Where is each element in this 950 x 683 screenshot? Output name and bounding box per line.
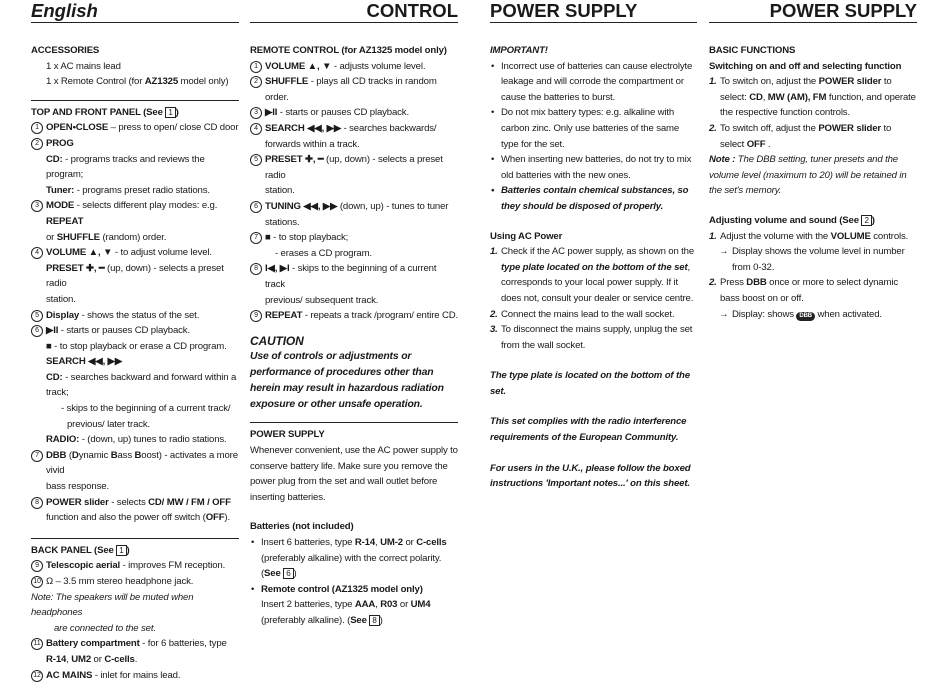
header-power-supply-2: POWER SUPPLY [709, 0, 917, 23]
note: are connected to the set. [54, 622, 156, 634]
batteries-section [250, 519, 458, 628]
list-item: 2. Connect the mains lead to the wall socket. [490, 308, 675, 320]
list-item: 2. To switch off, adjust the POWER slider to select OFF . [709, 122, 892, 150]
list-item: 1. To switch on, adjust the POWER slider to select: CD, MW (AM), FM function, and operate the respective function controls. [709, 76, 916, 119]
list-item: 2 PROG [31, 136, 239, 152]
list-subitem: station. [46, 293, 76, 305]
caution-title: CAUTION [250, 333, 304, 348]
accessories-title: ACCESSORIES [31, 45, 100, 56]
list-item: 10 Ω – 3.5 mm stereo headphone jack. [31, 574, 239, 590]
top-front-title: TOP AND FRONT PANEL (See 1 ) [31, 106, 179, 118]
list-subitem: RADIO: - (down, up) tunes to radio stations. [46, 434, 227, 446]
list-item: 2 SHUFFLE - plays all CD tracks in random order. [250, 74, 458, 105]
header-english: English [31, 0, 239, 23]
list-item: • Incorrect use of batteries can cause electrolyte leakage and will corrode the compartment or cause the batteries to burst. [490, 59, 697, 106]
list-subitem: CD: - programs tracks and reviews the program; [46, 153, 205, 181]
ac-power-section [490, 229, 697, 354]
back-panel-title: BACK PANEL (See 1 ) [31, 544, 130, 556]
power-supply-section [250, 422, 458, 505]
compliance-note: This set complies with the radio interference requirements of the European Community. [490, 416, 687, 444]
accessory-ac-lead: 1 x AC mains lead [46, 60, 121, 72]
list-item: 1 VOLUME ▲, ▼ - adjusts volume level. [250, 59, 458, 75]
column-2 [250, 0, 458, 629]
list-subitem: previous/ subsequent track. [265, 294, 379, 306]
top-front-panel-section [31, 100, 239, 526]
column-4 [709, 0, 917, 322]
header-power-supply: POWER SUPPLY [490, 0, 697, 23]
remote-title: REMOTE CONTROL (for AZ1325 model only) [250, 45, 447, 56]
basic-functions-title: BASIC FUNCTIONS [709, 45, 796, 56]
list-item: • When inserting new batteries, do not try to mix old batteries with the new ones. [490, 152, 697, 183]
list-subitem: - skips to the beginning of a current track/ [61, 403, 231, 415]
type-plate-note: The type plate is located on the bottom of the set. [490, 370, 690, 397]
list-item: 9 REPEAT - repeats a track /program/ entire CD. [250, 308, 458, 324]
column-3 [490, 0, 697, 492]
volume-title: Adjusting volume and sound (See 2 ) [709, 214, 875, 226]
caution-text: Use of controls or adjustments or performance of procedures other than herein may result in hazardous radiation exposure or other unsafe operation. [250, 351, 444, 410]
list-subitem: CD: - searches backward and forward within a track; [46, 371, 237, 399]
switching-subtitle: Switching on and off and selecting function [709, 60, 902, 72]
column-1 [31, 0, 239, 683]
arrow-icon: → [719, 246, 729, 258]
list-subitem: forwards within a track. [265, 138, 360, 150]
list-subitem: bass response. [46, 481, 109, 493]
power-supply-title: POWER SUPPLY [250, 429, 325, 441]
batteries-title: Batteries (not included) [250, 521, 354, 533]
list-item: 2. Press DBB once or more to select dynamic bass boost on or off. [709, 277, 898, 304]
uk-users-note: For users in the U.K., please follow the boxed instructions 'Important notes...' on this sheet. [490, 462, 691, 490]
dbb-icon: DBB [796, 312, 815, 321]
accessory-remote: 1 x Remote Control (for AZ1325 model only) [46, 76, 229, 88]
list-item: • Remote control (AZ1325 model only) Insert 2 batteries, type AAA, R03 or UM4 (preferably alkaline). (See 8 ) [250, 582, 458, 629]
list-subitem: station. [265, 185, 295, 197]
note: Note: The speakers will be muted when headphones [31, 591, 194, 619]
list-item: 3 ▶II - starts or pauses CD playback. [250, 105, 458, 121]
list-subitem: previous/ later track. [67, 418, 151, 430]
arrow-icon: → [719, 308, 729, 320]
list-item: 3 MODE - selects different play modes: e.g. REPEAT [31, 198, 239, 229]
list-item: 6 ▶II - starts or pauses CD playback. [31, 323, 239, 339]
list-subitem: → Display shows the volume level in number from 0-32. [719, 246, 905, 273]
list-item: 9 Telescopic aerial - improves FM reception. [31, 558, 239, 574]
list-subitem: ■ - to stop playback or erase a CD program. [46, 340, 227, 352]
list-item: 7 DBB (Dynamic Bass Boost) - activates a more vivid [31, 448, 239, 479]
ac-power-title: Using AC Power [490, 230, 563, 242]
list-item: • Batteries contain chemical substances, so they should be disposed of properly. [490, 183, 697, 214]
list-item: 8 I◀, ▶I - skips to the beginning of a current track [250, 261, 458, 292]
back-panel-section [31, 538, 239, 683]
important-title: IMPORTANT! [490, 45, 548, 56]
list-subitem: or SHUFFLE (random) order. [46, 231, 167, 243]
list-item: 3. To disconnect the mains supply, unplug the set from the wall socket. [490, 324, 693, 351]
header-control: CONTROL [250, 0, 458, 23]
list-subitem: → Display: shows DBB when activated. [709, 307, 917, 323]
list-subitem: function and also the power off switch (OFF). [46, 512, 230, 524]
list-item: 4 SEARCH ◀◀, ▶▶ - searches backwards/ [250, 121, 458, 137]
list-item: 11 Battery compartment - for 6 batteries, type [31, 636, 239, 652]
list-item: • Do not mix battery types: e.g. alkaline with carbon zinc. Only use batteries of the same type for the set. [490, 105, 697, 152]
list-item: 7 ■ - to stop playback; [250, 230, 458, 246]
list-subitem: R-14, UM2 or C-cells. [46, 653, 138, 665]
list-item: 4 VOLUME ▲, ▼ - to adjust volume level. [31, 245, 239, 261]
list-item: 5 PRESET ✚, ━ (up, down) - selects a preset radio [250, 152, 458, 183]
list-subitem: - erases a CD program. [275, 247, 372, 259]
list-item: 6 TUNING ◀◀, ▶▶ (down, up) - tunes to tuner stations. [250, 199, 458, 230]
list-item: • Insert 6 batteries, type R-14, UM-2 or C-cells (preferably alkaline) with the correct polarity. (See 6 ) [250, 535, 458, 582]
volume-section [709, 213, 917, 322]
memory-note: Note : The DBB setting, tuner presets and the volume level (maximum to 20) will be retained in the set's memory. [709, 154, 907, 197]
power-supply-text: Whenever convenient, use the AC power supply to conserve battery life. Make sure you remove the power plug from the set and wall outlet before inserting batteries. [250, 445, 458, 503]
list-item: 12 AC MAINS - inlet for mains lead. [31, 668, 239, 683]
list-item: 1. Check if the AC power supply, as shown on the type plate located on the bottom of the set, corresponds to your local power supply. If it does not, consult your dealer or service centre. [490, 246, 695, 304]
list-subitem: PRESET ✚, ━ (up, down) - selects a preset radio [46, 262, 224, 290]
list-item: 1. Adjust the volume with the VOLUME controls. [709, 230, 909, 242]
list-item: 1 OPEN•CLOSE – press to open/ close CD door [31, 120, 239, 136]
list-subitem: Tuner: - programs preset radio stations. [46, 184, 210, 196]
list-subitem: SEARCH ◀◀, ▶▶ [46, 356, 123, 368]
list-item: 5 Display - shows the status of the set. [31, 308, 239, 324]
list-item: 8 POWER slider - selects CD/ MW / FM / OFF [31, 495, 239, 511]
